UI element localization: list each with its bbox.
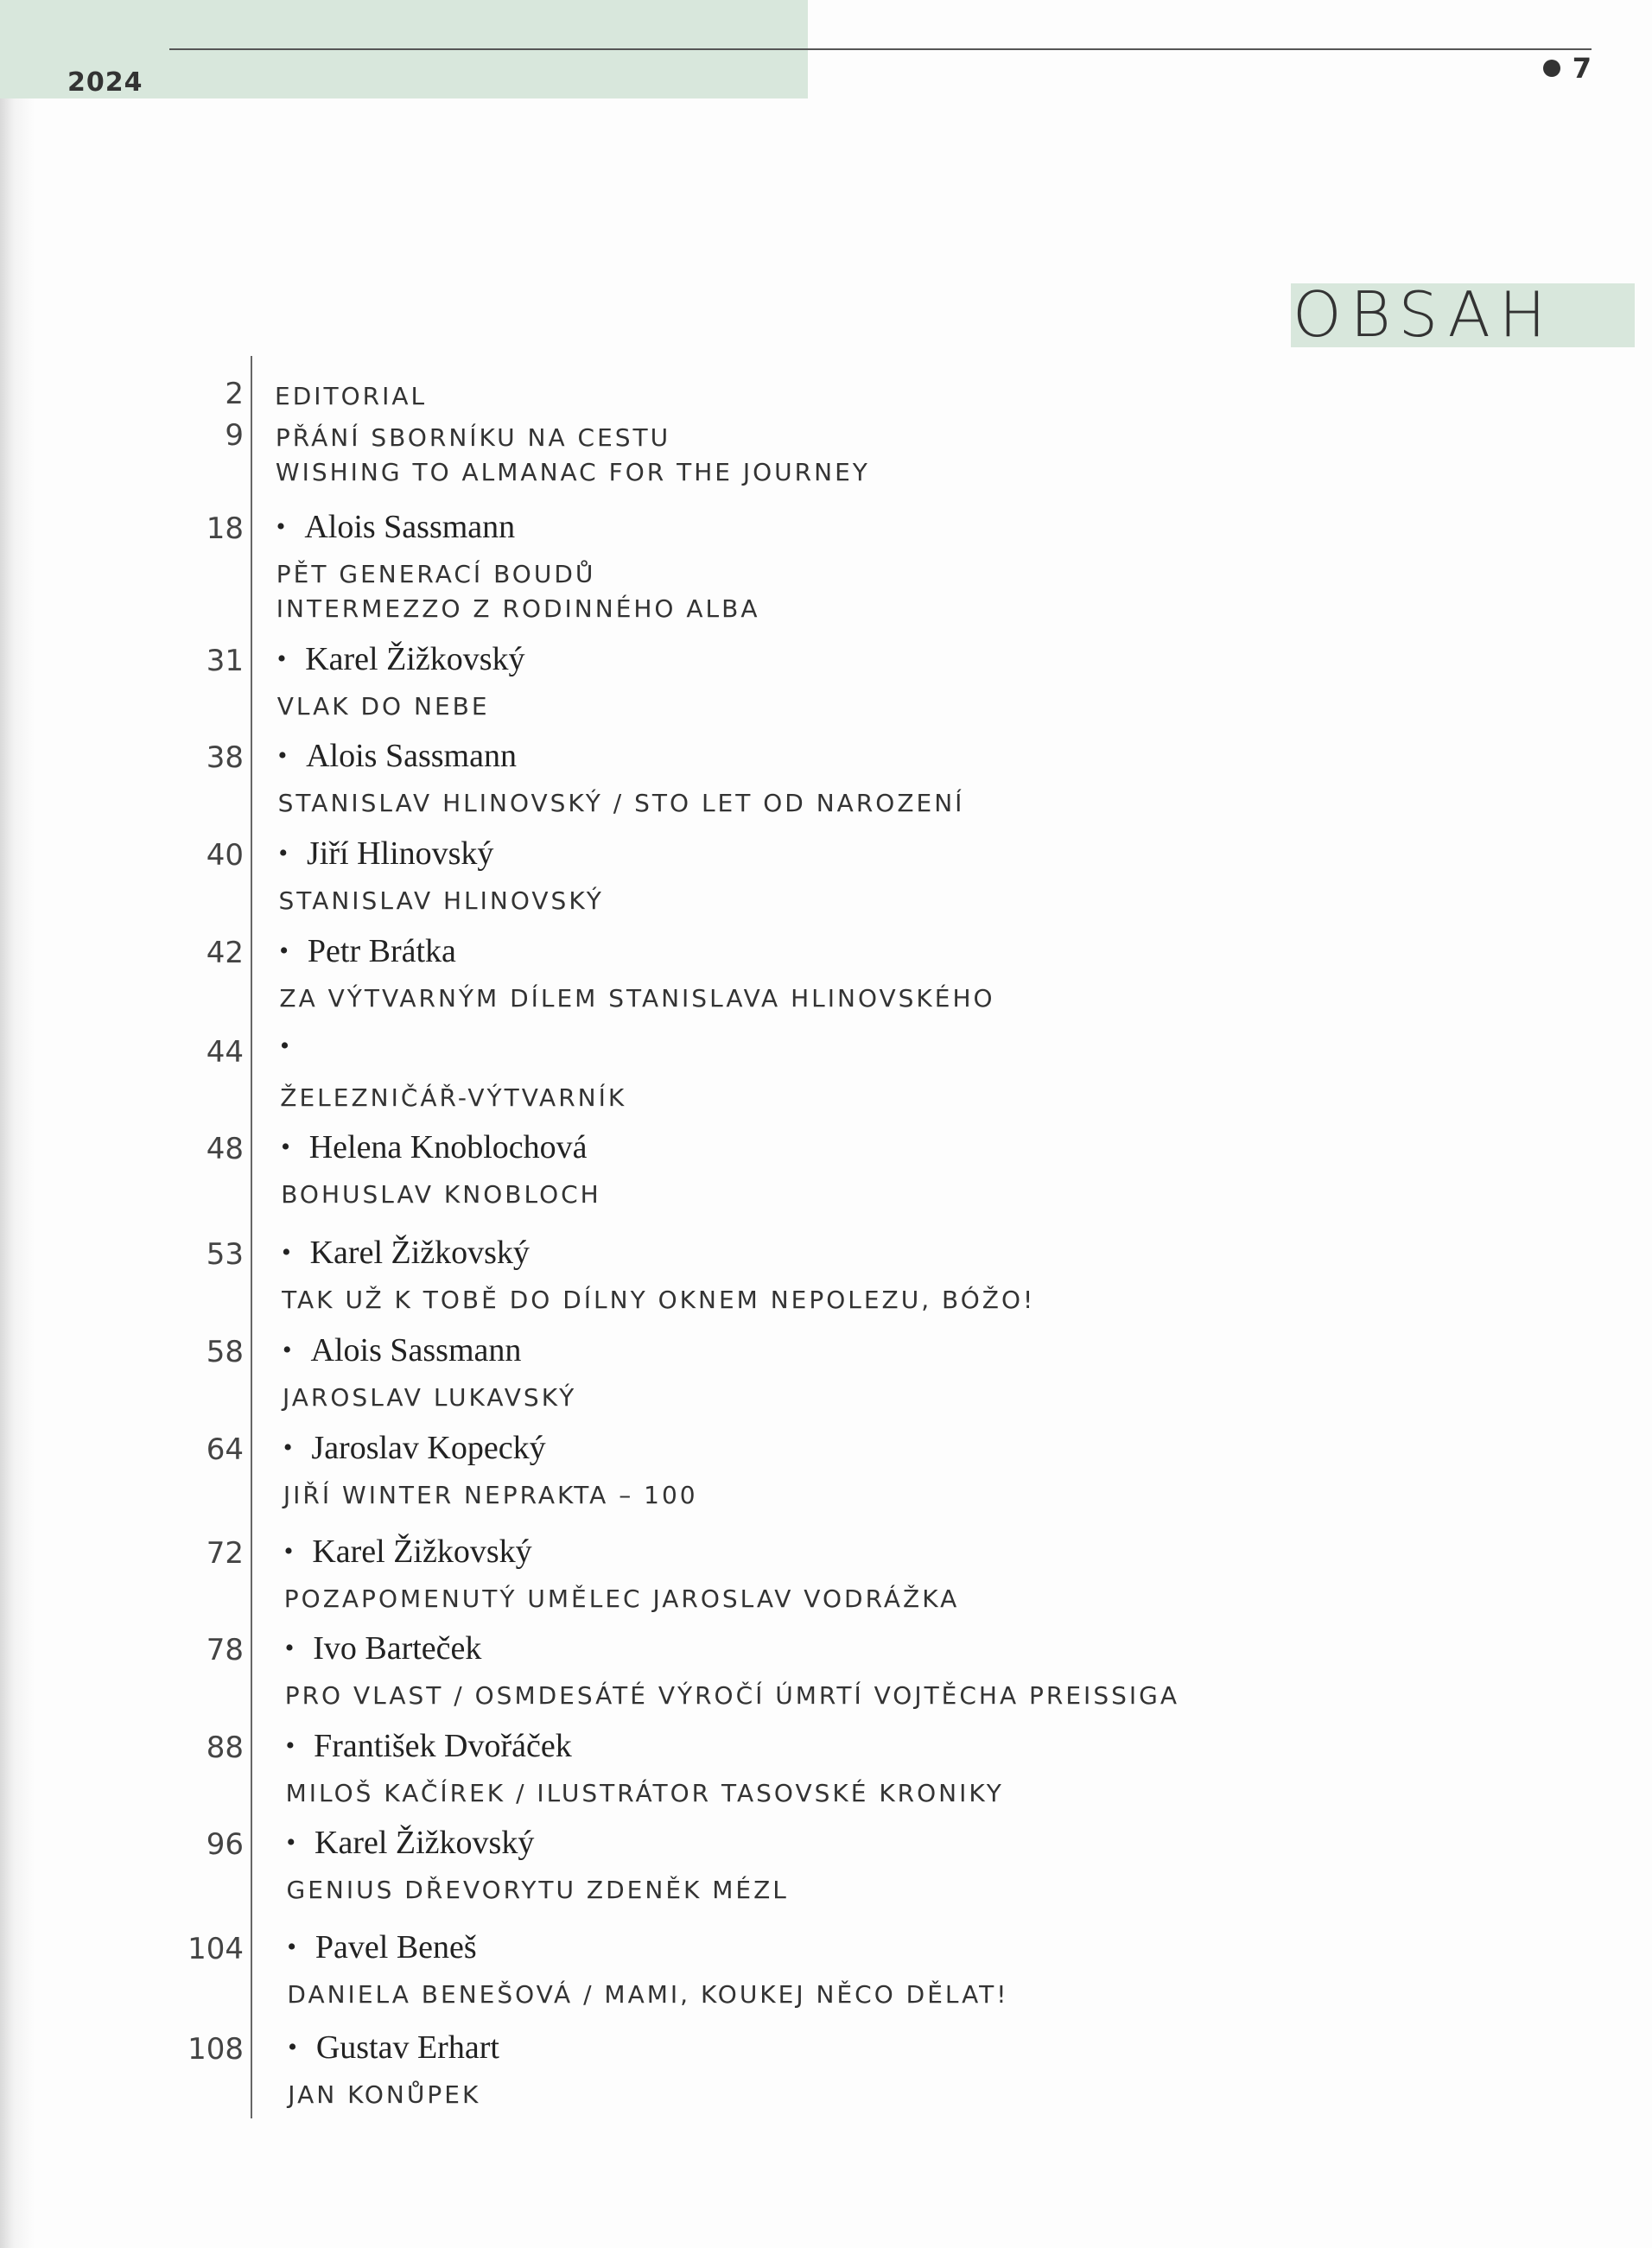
toc-author: Ivo Barteček	[313, 1630, 482, 1667]
toc-page-number: 78	[206, 1633, 244, 1667]
toc-author-line	[277, 640, 525, 678]
toc-author: Pavel Beneš	[315, 1929, 477, 1965]
toc-title: GENIUS DŘEVORYTU ZDENĚK MÉZL	[286, 1876, 789, 1904]
toc-author-line	[287, 1928, 476, 1966]
toc-page-number: 18	[206, 511, 244, 546]
toc-title: PŘÁNÍ SBORNÍKU NA CESTU	[275, 423, 671, 452]
toc-page-number: 9	[225, 418, 244, 453]
toc-author: Karel Žižkovský	[305, 641, 525, 677]
bullet-icon: •	[278, 839, 289, 867]
bullet-icon: •	[287, 1933, 296, 1961]
toc-title: JAROSLAV LUKAVSKÝ	[283, 1383, 577, 1412]
toc-page-number: 88	[206, 1730, 244, 1765]
toc-author: Jiří Hlinovský	[307, 835, 494, 872]
toc-title: PRO VLAST / OSMDESÁTÉ VÝROČÍ ÚMRTÍ VOJTĚCHA PREISSIGA	[284, 1681, 1179, 1710]
toc-author-line	[276, 508, 515, 546]
toc-title: JIŘÍ WINTER NEPRAKTA – 100	[283, 1481, 698, 1509]
toc-author: Alois Sassmann	[304, 509, 516, 545]
header-rule	[169, 48, 1592, 50]
toc-author: Helena Knoblochová	[308, 1129, 588, 1165]
toc-title: PĚT GENERACÍ BOUDŮ	[276, 560, 596, 588]
toc-title: ZA VÝTVARNÝM DÍLEM STANISLAVA HLINOVSKÉHO	[279, 984, 995, 1013]
toc-page-number: 104	[187, 1932, 244, 1966]
page-number-value: 7	[1572, 52, 1592, 85]
toc-title: DANIELA BENEŠOVÁ / MAMI, KOUKEJ NĚCO DĚLAT!	[287, 1980, 1009, 2009]
toc-author: Karel Žižkovský	[315, 1825, 535, 1861]
section-title: OBSAH	[1293, 278, 1554, 351]
toc-page-number: 42	[206, 936, 244, 970]
bullet-icon: •	[277, 741, 288, 770]
toc-page-number: 58	[206, 1335, 244, 1369]
toc-title: EDITORIAL	[275, 382, 428, 410]
toc-page-number: 40	[206, 838, 244, 873]
bullet-icon: •	[285, 1731, 295, 1760]
toc-author-line	[283, 1331, 521, 1369]
toc-page-number: 2	[225, 377, 244, 411]
toc-author: Karel Žižkovský	[312, 1534, 532, 1570]
toc-page-number: 53	[206, 1237, 244, 1272]
bullet-icon: •	[276, 512, 286, 541]
bullet-icon: •	[276, 645, 287, 673]
toc-author: Alois Sassmann	[310, 1332, 522, 1368]
bullet-icon: •	[283, 1433, 293, 1462]
toc-author-line	[285, 1629, 482, 1667]
year-label: 2024	[67, 67, 143, 98]
toc-divider-line	[251, 356, 252, 2118]
toc-author-line	[279, 835, 494, 873]
toc-author-line	[283, 1429, 546, 1467]
toc-page-number: 108	[187, 2032, 244, 2067]
toc-title: MILOŠ KAČÍREK / ILUSTRÁTOR TASOVSKÉ KRONIKY	[285, 1779, 1004, 1807]
toc-page-number: 48	[206, 1132, 244, 1166]
toc-page-number: 38	[206, 740, 244, 775]
toc-author-line	[286, 1727, 572, 1765]
bullet-icon: •	[283, 1336, 292, 1364]
bullet-icon: •	[281, 1133, 290, 1161]
toc-page-number: 44	[206, 1035, 244, 1070]
toc-title: POZAPOMENUTÝ UMĚLEC JAROSLAV VODRÁŽKA	[283, 1584, 960, 1613]
toc-title: TAK UŽ K TOBĚ DO DÍLNY OKNEM NEPOLEZU, BÓŽO!	[282, 1286, 1036, 1314]
toc-page-number: 96	[206, 1827, 244, 1862]
toc-author: Petr Brátka	[307, 933, 456, 969]
bullet-icon: •	[286, 1828, 296, 1857]
toc-page-number: 64	[206, 1432, 244, 1467]
bullet-icon: •	[288, 2033, 297, 2061]
bullet-icon: •	[279, 937, 289, 965]
toc-author-line	[279, 932, 456, 970]
toc-title: INTERMEZZO Z RODINNÉHO ALBA	[276, 594, 760, 623]
toc-title: BOHUSLAV KNOBLOCH	[281, 1180, 601, 1209]
bullet-icon: •	[280, 1032, 289, 1060]
toc-author: Alois Sassmann	[306, 738, 517, 774]
toc-author-line	[278, 737, 517, 775]
toc-author: Gustav Erhart	[315, 2029, 499, 2066]
toc-author-line	[280, 1032, 308, 1061]
toc-title: ŽELEZNIČÁŘ-VÝTVARNÍK	[280, 1083, 627, 1112]
toc-author: Karel Žižkovský	[309, 1235, 530, 1271]
page-number	[1543, 52, 1592, 85]
toc-title: JAN KONŮPEK	[288, 2080, 481, 2109]
toc-page-number: 72	[206, 1536, 244, 1571]
bullet-icon: •	[282, 1238, 291, 1267]
toc-title: STANISLAV HLINOVSKÝ / STO LET OD NAROZENÍ	[277, 789, 965, 817]
toc-author-line	[284, 1533, 532, 1571]
toc-author-line	[282, 1234, 530, 1272]
toc-author: Jaroslav Kopecký	[311, 1430, 546, 1466]
toc-author-line	[288, 2029, 499, 2067]
bullet-icon: •	[283, 1537, 294, 1565]
toc-page-number: 31	[206, 644, 244, 678]
bullet-dot-icon	[1543, 60, 1560, 77]
toc-title: STANISLAV HLINOVSKÝ	[278, 886, 604, 915]
toc-title: VLAK DO NEBE	[276, 692, 490, 721]
bullet-icon: •	[284, 1634, 295, 1662]
toc-title: WISHING TO ALMANAC FOR THE JOURNEY	[275, 458, 870, 486]
toc-author-line	[287, 1824, 535, 1862]
toc-author-line	[281, 1128, 587, 1166]
toc-author: František Dvořáček	[314, 1728, 572, 1764]
